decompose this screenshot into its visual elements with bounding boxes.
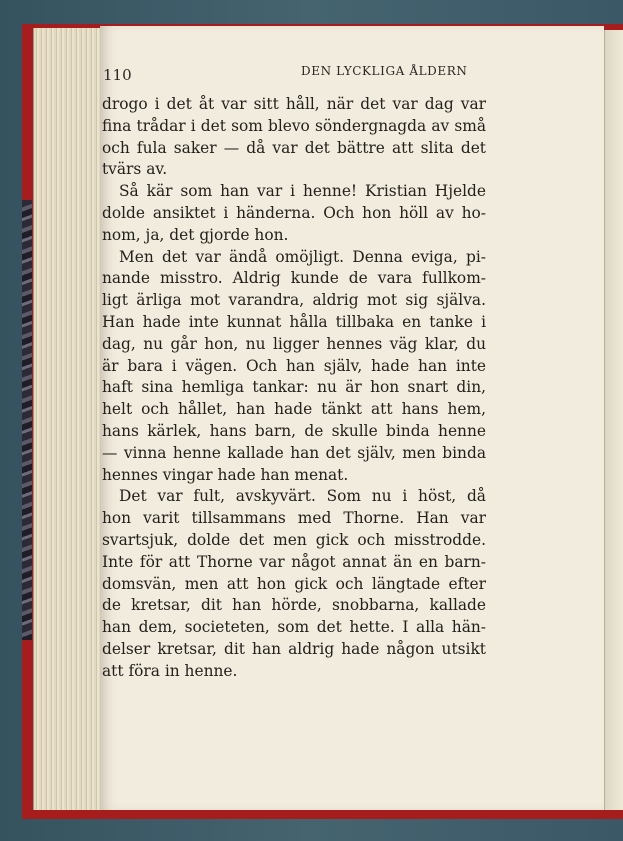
text-line: Han hade inte kunnat hålla tillbaka en tanke i xyxy=(102,312,486,331)
text-line: nom, ja, det gjorde hon. xyxy=(102,225,289,244)
text-line: ligt ärliga mot varandra, aldrig mot sig själva. xyxy=(102,291,486,310)
text-line: Det var fult, avskyvärt. Som nu i höst, då xyxy=(119,487,486,506)
text-line: nande misstro. Aldrig kunde de vara fullkom- xyxy=(102,269,486,288)
text-line: han dem, societeten, som det hette. I alla hän- xyxy=(102,618,486,637)
text-line: hennes vingar hade han menat. xyxy=(102,465,349,484)
text-line: de kretsar, dit han hörde, snobbarna, kallade xyxy=(102,596,486,615)
text-line: domsvän, men att hon gick och längtade efter xyxy=(102,574,486,593)
text-line: drogo i det åt var sitt håll, när det var dag var xyxy=(102,95,486,113)
page-number: 110 xyxy=(103,66,132,84)
text-line: dolde ansiktet i händerna. Och hon höll av ho- xyxy=(102,203,486,222)
text-line: tvärs av. xyxy=(102,160,168,179)
body-text xyxy=(102,94,486,683)
marbled-endpaper xyxy=(22,200,32,640)
text-line: svartsjuk, dolde det men gick och misstrodde. xyxy=(102,530,486,549)
text-line: Inte för att Thorne var något annat än en barn- xyxy=(102,552,486,571)
text-line: haft sina hemliga tankar: nu är hon snart din, xyxy=(102,378,486,397)
text-line: att föra in henne. xyxy=(102,661,238,680)
text-line: dag, nu går hon, nu ligger hennes väg klar, du xyxy=(102,334,486,353)
text-line: är bara i vägen. Och han själv, hade han inte xyxy=(102,356,486,375)
text-line: Men det var ändå omöjligt. Denna eviga, pi- xyxy=(119,247,486,266)
text-line: Så kär som han var i henne! Kristian Hjelde xyxy=(119,182,486,201)
facing-page-edge xyxy=(604,30,623,810)
text-line: — vinna henne kallade han det själv, men binda xyxy=(102,443,486,462)
page-header xyxy=(103,64,488,88)
text-line: delser kretsar, dit han aldrig hade någon utsikt xyxy=(102,639,486,658)
text-line: och fula saker — då var det bättre att slita det xyxy=(102,138,486,157)
text-line: hans kärlek, hans barn, de skulle binda henne xyxy=(102,421,486,440)
running-head: DEN LYCKLIGA ÅLDERN xyxy=(301,64,468,78)
text-line: fina trådar i det som blevo söndergnagda av små xyxy=(102,116,486,135)
text-line: helt och hållet, han hade tänkt att hans hem, xyxy=(102,400,486,419)
text-line: hon varit tillsammans med Thorne. Han var xyxy=(102,509,486,528)
